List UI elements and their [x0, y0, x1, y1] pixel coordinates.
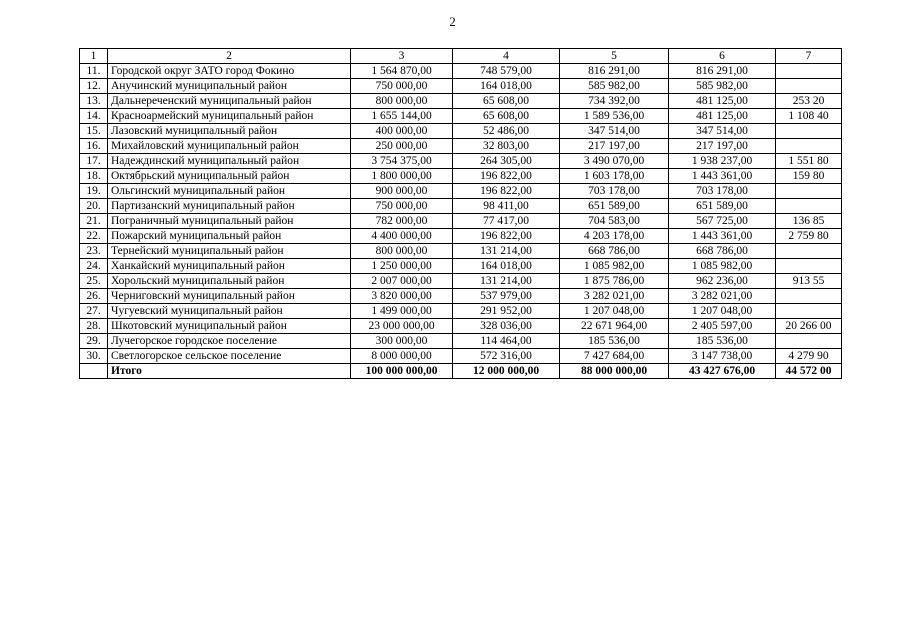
row-number: 15. — [80, 124, 108, 139]
table-row — [80, 199, 842, 214]
row-col7 — [776, 139, 842, 154]
row-col6: 703 178,00 — [669, 184, 776, 199]
row-col4: 291 952,00 — [453, 304, 560, 319]
row-col7 — [776, 79, 842, 94]
row-name: Лучегорское городское поселение — [108, 334, 351, 349]
row-col5: 4 203 178,00 — [560, 229, 669, 244]
table-row — [80, 259, 842, 274]
row-col7: 4 279 90 — [776, 349, 842, 364]
row-col3: 900 000,00 — [351, 184, 453, 199]
row-col4: 196 822,00 — [453, 229, 560, 244]
row-col3: 250 000,00 — [351, 139, 453, 154]
total-row — [80, 364, 842, 379]
table-body — [80, 64, 842, 364]
row-col7: 20 266 00 — [776, 319, 842, 334]
row-number: 27. — [80, 304, 108, 319]
row-name: Светлогорское сельское поселение — [108, 349, 351, 364]
row-col3: 300 000,00 — [351, 334, 453, 349]
row-col5: 7 427 684,00 — [560, 349, 669, 364]
row-name: Пограничный муниципальный район — [108, 214, 351, 229]
table-row — [80, 139, 842, 154]
row-name: Анучинский муниципальный район — [108, 79, 351, 94]
row-col4: 131 214,00 — [453, 274, 560, 289]
row-col3: 750 000,00 — [351, 199, 453, 214]
row-col6: 585 982,00 — [669, 79, 776, 94]
row-col3: 23 000 000,00 — [351, 319, 453, 334]
row-col4: 65 608,00 — [453, 94, 560, 109]
header-cell: 2 — [108, 49, 351, 64]
row-col7: 136 85 — [776, 214, 842, 229]
row-col5: 3 490 070,00 — [560, 154, 669, 169]
row-col6: 481 125,00 — [669, 94, 776, 109]
row-col7 — [776, 184, 842, 199]
row-col3: 1 800 000,00 — [351, 169, 453, 184]
table-row — [80, 334, 842, 349]
row-col5: 185 536,00 — [560, 334, 669, 349]
row-col5: 1 085 982,00 — [560, 259, 669, 274]
row-number: 11. — [80, 64, 108, 79]
row-col6: 962 236,00 — [669, 274, 776, 289]
row-col5: 1 603 178,00 — [560, 169, 669, 184]
row-col4: 196 822,00 — [453, 184, 560, 199]
row-col7: 253 20 — [776, 94, 842, 109]
row-col5: 704 583,00 — [560, 214, 669, 229]
row-col4: 196 822,00 — [453, 169, 560, 184]
row-number: 22. — [80, 229, 108, 244]
row-col6: 1 938 237,00 — [669, 154, 776, 169]
row-col5: 22 671 964,00 — [560, 319, 669, 334]
row-name: Шкотовский муниципальный район — [108, 319, 351, 334]
row-number: 19. — [80, 184, 108, 199]
row-number: 17. — [80, 154, 108, 169]
total-label: Итого — [108, 364, 351, 379]
row-number: 23. — [80, 244, 108, 259]
row-name: Хорольский муниципальный район — [108, 274, 351, 289]
row-name: Ханкайский муниципальный район — [108, 259, 351, 274]
table-row — [80, 229, 842, 244]
row-col6: 816 291,00 — [669, 64, 776, 79]
row-col4: 32 803,00 — [453, 139, 560, 154]
row-col4: 748 579,00 — [453, 64, 560, 79]
header-cell: 4 — [453, 49, 560, 64]
row-col5: 1 875 786,00 — [560, 274, 669, 289]
row-col7 — [776, 289, 842, 304]
row-number: 28. — [80, 319, 108, 334]
row-col3: 2 007 000,00 — [351, 274, 453, 289]
total-col6: 43 427 676,00 — [669, 364, 776, 379]
row-col4: 98 411,00 — [453, 199, 560, 214]
row-col7 — [776, 244, 842, 259]
header-cell: 6 — [669, 49, 776, 64]
row-col5: 816 291,00 — [560, 64, 669, 79]
header-cell: 5 — [560, 49, 669, 64]
row-name: Чугуевский муниципальный район — [108, 304, 351, 319]
row-col4: 328 036,00 — [453, 319, 560, 334]
row-name: Дальнереченский муниципальный район — [108, 94, 351, 109]
row-col6: 217 197,00 — [669, 139, 776, 154]
row-number: 26. — [80, 289, 108, 304]
total-number-cell — [80, 364, 108, 379]
row-col5: 347 514,00 — [560, 124, 669, 139]
row-col7: 1 551 80 — [776, 154, 842, 169]
row-col3: 8 000 000,00 — [351, 349, 453, 364]
row-col4: 65 608,00 — [453, 109, 560, 124]
row-col6: 1 443 361,00 — [669, 229, 776, 244]
row-name: Городской округ ЗАТО город Фокино — [108, 64, 351, 79]
row-col6: 347 514,00 — [669, 124, 776, 139]
row-name: Ольгинский муниципальный район — [108, 184, 351, 199]
row-col3: 800 000,00 — [351, 244, 453, 259]
row-col5: 734 392,00 — [560, 94, 669, 109]
row-name: Октябрьский муниципальный район — [108, 169, 351, 184]
table-row — [80, 184, 842, 199]
row-name: Партизанский муниципальный район — [108, 199, 351, 214]
row-col4: 264 305,00 — [453, 154, 560, 169]
row-col5: 651 589,00 — [560, 199, 669, 214]
row-col3: 1 564 870,00 — [351, 64, 453, 79]
row-col5: 668 786,00 — [560, 244, 669, 259]
table-row — [80, 154, 842, 169]
row-col7 — [776, 304, 842, 319]
row-name: Пожарский муниципальный район — [108, 229, 351, 244]
header-row — [80, 49, 842, 64]
row-col5: 703 178,00 — [560, 184, 669, 199]
row-col5: 1 207 048,00 — [560, 304, 669, 319]
row-number: 29. — [80, 334, 108, 349]
row-col6: 2 405 597,00 — [669, 319, 776, 334]
row-col3: 1 250 000,00 — [351, 259, 453, 274]
row-col7: 159 80 — [776, 169, 842, 184]
row-col5: 3 282 021,00 — [560, 289, 669, 304]
table-row — [80, 319, 842, 334]
row-name: Тернейский муниципальный район — [108, 244, 351, 259]
row-col4: 164 018,00 — [453, 259, 560, 274]
data-table — [79, 48, 842, 379]
row-col4: 77 417,00 — [453, 214, 560, 229]
row-col7: 2 759 80 — [776, 229, 842, 244]
row-name: Черниговский муниципальный район — [108, 289, 351, 304]
table-row — [80, 94, 842, 109]
header-cell: 3 — [351, 49, 453, 64]
row-col3: 3 754 375,00 — [351, 154, 453, 169]
table-row — [80, 244, 842, 259]
row-col7: 913 55 — [776, 274, 842, 289]
row-col3: 782 000,00 — [351, 214, 453, 229]
row-col4: 52 486,00 — [453, 124, 560, 139]
row-col6: 668 786,00 — [669, 244, 776, 259]
table-row — [80, 289, 842, 304]
row-name: Михайловский муниципальный район — [108, 139, 351, 154]
row-col5: 1 589 536,00 — [560, 109, 669, 124]
row-col3: 400 000,00 — [351, 124, 453, 139]
row-col4: 131 214,00 — [453, 244, 560, 259]
table-row — [80, 349, 842, 364]
table-row — [80, 274, 842, 289]
row-col6: 3 147 738,00 — [669, 349, 776, 364]
row-number: 12. — [80, 79, 108, 94]
row-col6: 651 589,00 — [669, 199, 776, 214]
row-col4: 114 464,00 — [453, 334, 560, 349]
row-col6: 1 443 361,00 — [669, 169, 776, 184]
row-number: 30. — [80, 349, 108, 364]
row-col4: 537 979,00 — [453, 289, 560, 304]
row-col6: 481 125,00 — [669, 109, 776, 124]
row-col6: 185 536,00 — [669, 334, 776, 349]
row-col3: 3 820 000,00 — [351, 289, 453, 304]
table-row — [80, 64, 842, 79]
row-col7: 1 108 40 — [776, 109, 842, 124]
row-col6: 3 282 021,00 — [669, 289, 776, 304]
table-row — [80, 124, 842, 139]
row-number: 14. — [80, 109, 108, 124]
table-row — [80, 304, 842, 319]
table-row — [80, 169, 842, 184]
row-col6: 1 085 982,00 — [669, 259, 776, 274]
row-col5: 217 197,00 — [560, 139, 669, 154]
row-name: Красноармейский муниципальный район — [108, 109, 351, 124]
row-col6: 567 725,00 — [669, 214, 776, 229]
row-col7 — [776, 124, 842, 139]
table-row — [80, 109, 842, 124]
row-col4: 164 018,00 — [453, 79, 560, 94]
row-col3: 1 499 000,00 — [351, 304, 453, 319]
total-col5: 88 000 000,00 — [560, 364, 669, 379]
row-number: 20. — [80, 199, 108, 214]
row-name: Надеждинский муниципальный район — [108, 154, 351, 169]
row-col6: 1 207 048,00 — [669, 304, 776, 319]
row-col3: 750 000,00 — [351, 79, 453, 94]
row-name: Лазовский муниципальный район — [108, 124, 351, 139]
row-number: 21. — [80, 214, 108, 229]
total-col4: 12 000 000,00 — [453, 364, 560, 379]
row-col7 — [776, 334, 842, 349]
header-cell: 7 — [776, 49, 842, 64]
row-number: 16. — [80, 139, 108, 154]
row-number: 25. — [80, 274, 108, 289]
row-col3: 800 000,00 — [351, 94, 453, 109]
row-col3: 1 655 144,00 — [351, 109, 453, 124]
table-row — [80, 214, 842, 229]
row-col7 — [776, 199, 842, 214]
total-col7: 44 572 00 — [776, 364, 842, 379]
row-col4: 572 316,00 — [453, 349, 560, 364]
page-number: 2 — [449, 14, 456, 29]
row-number: 24. — [80, 259, 108, 274]
row-col5: 585 982,00 — [560, 79, 669, 94]
row-col7 — [776, 259, 842, 274]
total-col3: 100 000 000,00 — [351, 364, 453, 379]
header-cell: 1 — [80, 49, 108, 64]
row-number: 13. — [80, 94, 108, 109]
table-row — [80, 79, 842, 94]
row-number: 18. — [80, 169, 108, 184]
row-col7 — [776, 64, 842, 79]
row-col3: 4 400 000,00 — [351, 229, 453, 244]
